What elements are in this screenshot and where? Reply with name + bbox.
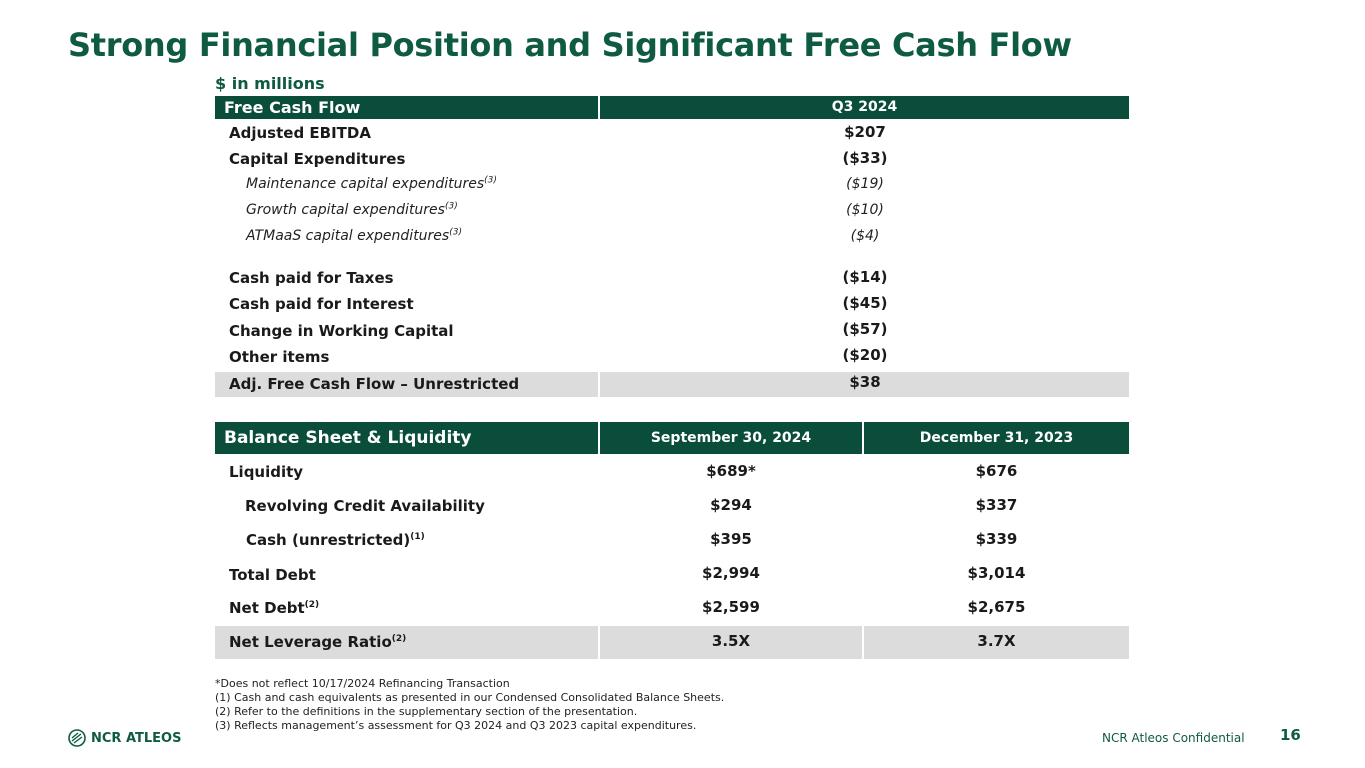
- fcf-row-value: ($57): [842, 320, 888, 338]
- bs-header-label: Balance Sheet & Liquidity: [224, 428, 472, 448]
- ncr-atleos-logo-icon: [68, 729, 86, 747]
- bs-row-value-col2: $3,014: [967, 564, 1026, 582]
- fcf-total-value: $38: [849, 373, 881, 391]
- fcf-row-value: ($19): [846, 176, 884, 192]
- fcf-row-label: Cash paid for Taxes: [229, 269, 394, 287]
- fcf-row-label: Other items: [229, 348, 330, 366]
- bs-row-value-col1: $294: [710, 496, 752, 514]
- bs-row-value-col1: $395: [710, 530, 752, 548]
- bs-header-label-cell: [215, 422, 598, 454]
- fcf-row-value: ($45): [842, 294, 888, 312]
- fcf-row-label: Capital Expenditures: [229, 150, 406, 168]
- bs-row-label: Total Debt: [229, 566, 316, 584]
- confidential-label: NCR Atleos Confidential: [1102, 731, 1245, 745]
- units-label: $ in millions: [215, 74, 325, 93]
- fcf-header-label-cell: [215, 96, 598, 119]
- bs-row-label-text: Net Debt: [229, 599, 305, 617]
- fcf-row-label: Adjusted EBITDA: [229, 124, 371, 142]
- page-number: 16: [1280, 726, 1301, 744]
- fcf-row-label: Cash paid for Interest: [229, 295, 414, 313]
- bs-row-label: [246, 531, 425, 549]
- fcf-row-value: $207: [844, 123, 886, 141]
- bs-row-value-col2: $337: [975, 496, 1018, 514]
- fcf-row-label: [246, 202, 458, 218]
- footnotes: [215, 677, 724, 733]
- fcf-row-label-text: Maintenance capital expenditures: [246, 176, 485, 192]
- fcf-row-value: ($10): [846, 202, 884, 218]
- bs-row-label-text: Cash (unrestricted): [246, 531, 411, 549]
- bs-row-label: Revolving Credit Availability: [245, 497, 485, 515]
- fcf-row-label-text: Growth capital expenditures: [246, 202, 445, 218]
- fcf-header-period: Q3 2024: [831, 99, 898, 115]
- bs-total-label-text: Net Leverage Ratio: [229, 633, 392, 651]
- bs-header-col1: September 30, 2024: [650, 430, 812, 446]
- bs-row-value-col1: $2,994: [702, 564, 760, 582]
- fcf-row-value: ($14): [842, 268, 888, 286]
- bs-row-value-col1: $2,599: [702, 598, 760, 616]
- bs-row-value-col2: $2,675: [967, 598, 1026, 616]
- footnote: (2) Refer to the definitions in the supplementary section of the presentation.: [215, 705, 638, 718]
- footnote-ref: (1): [410, 532, 425, 542]
- fcf-header-label: Free Cash Flow: [224, 98, 361, 117]
- fcf-row-label: [246, 228, 462, 244]
- bs-total-value-col2: 3.7X: [977, 632, 1016, 650]
- fcf-row-label-text: ATMaaS capital expenditures: [246, 228, 450, 244]
- fcf-row-value: ($20): [842, 346, 888, 364]
- bs-header-col2: December 31, 2023: [919, 430, 1074, 446]
- footnote: (1) Cash and cash equivalents as presented in our Condensed Consolidated Balance Sheets.: [215, 691, 725, 704]
- footnote-ref: (2): [304, 600, 320, 610]
- bs-total-value-col1: 3.5X: [711, 632, 751, 650]
- fcf-row-value: ($33): [842, 149, 888, 167]
- bs-header-col2-cell: [864, 422, 1129, 454]
- footnote-ref: (2): [391, 634, 407, 644]
- footnote: *Does not reflect 10/17/2024 Refinancing Transaction: [215, 677, 510, 690]
- fcf-row-label: Change in Working Capital: [229, 322, 454, 340]
- bs-row-value-col2: $676: [975, 462, 1018, 480]
- bs-header-col1-cell: [600, 422, 862, 454]
- fcf-total-label: Adj. Free Cash Flow – Unrestricted: [229, 375, 520, 393]
- footnote-ref: (3): [449, 227, 462, 238]
- page-title: Strong Financial Position and Significant Free Cash Flow: [68, 26, 1072, 64]
- bs-row-value-col2: $339: [975, 530, 1018, 548]
- footnote: (3) Reflects management’s assessment for Q3 2024 and Q3 2023 capital expenditures.: [215, 719, 697, 732]
- logo-text: NCR ATLEOS: [91, 730, 182, 746]
- fcf-row-label: [246, 176, 497, 192]
- footnote-ref: (3): [444, 201, 458, 212]
- fcf-header-period-cell: [600, 96, 1129, 119]
- company-logo: [68, 729, 181, 747]
- bs-total-label: [229, 633, 406, 651]
- bs-row-value-col1: $689*: [706, 462, 756, 480]
- bs-row-label: [229, 599, 319, 617]
- bs-row-label: Liquidity: [229, 463, 304, 481]
- fcf-row-value: ($4): [850, 228, 880, 244]
- footnote-ref: (3): [484, 175, 497, 186]
